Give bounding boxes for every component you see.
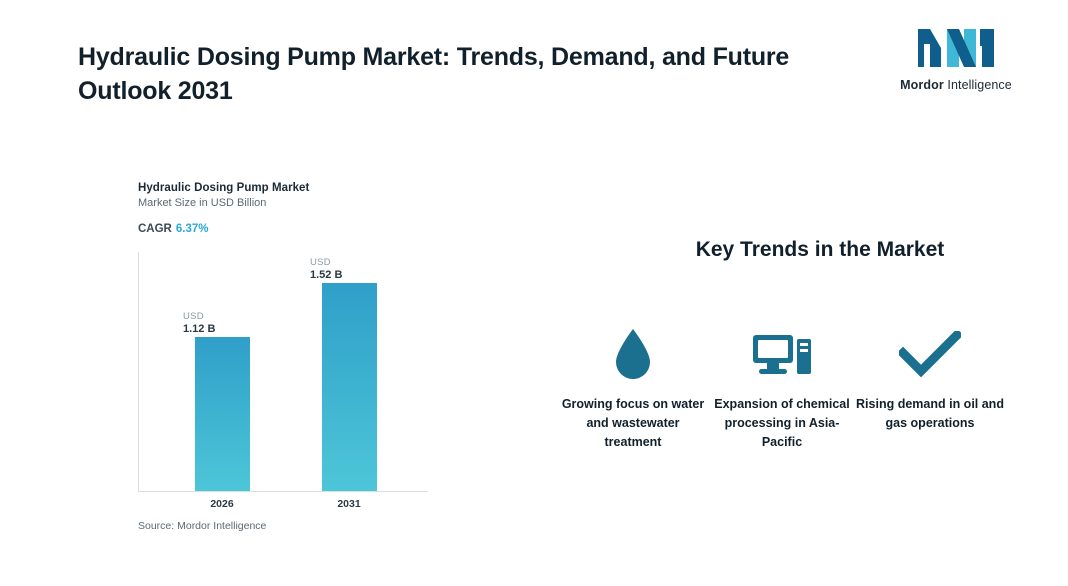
cagr-row [138, 223, 438, 235]
cagr-value: 6.37% [175, 223, 209, 235]
bar-value: 1.52 B [310, 269, 343, 281]
trend-label: Growing focus on water and wastewater treatment [561, 397, 705, 449]
chart-source: Source: Mordor Intelligence [138, 520, 267, 532]
trend-label: Expansion of chemical processing in Asia-Pacific [714, 397, 850, 449]
x-tick-label: 2031 [337, 498, 361, 510]
bar-value-label [304, 257, 394, 281]
bar-currency: USD [310, 257, 331, 268]
logo-text-bold: Mordor [900, 78, 948, 92]
computer-icon [707, 325, 857, 383]
logo-text-light: Intelligence [947, 78, 1012, 92]
chart-title: Hydraulic Dosing Pump Market [138, 182, 310, 194]
bar-group [304, 257, 394, 491]
trend-label: Rising demand in oil and gas operations [856, 397, 1004, 430]
bar-value: 1.12 B [183, 323, 216, 335]
x-tick-label: 2026 [210, 498, 234, 510]
trend-item [707, 325, 857, 452]
logo-wordmark [892, 78, 1020, 92]
checkmark-icon [855, 325, 1005, 383]
bar-group [177, 311, 267, 491]
cagr-label: CAGR [138, 223, 172, 235]
market-size-chart [138, 182, 438, 532]
bar-2026 [195, 337, 250, 491]
brand-logo [892, 22, 1020, 92]
chart-subtitle: Market Size in USD Billion [138, 197, 267, 209]
page-title: Hydraulic Dosing Pump Market: Trends, Demand, and Future Outlook 2031 [78, 43, 790, 105]
trend-item [855, 325, 1005, 433]
plot-area [138, 252, 428, 510]
water-drop-icon [558, 325, 708, 383]
mordor-logo-icon [906, 22, 1006, 74]
trend-item [558, 325, 708, 452]
key-trends-title: Key Trends in the Market [695, 238, 945, 261]
bar-currency: USD [183, 311, 204, 322]
bar-2031 [322, 283, 377, 491]
bar-value-label [177, 311, 267, 335]
